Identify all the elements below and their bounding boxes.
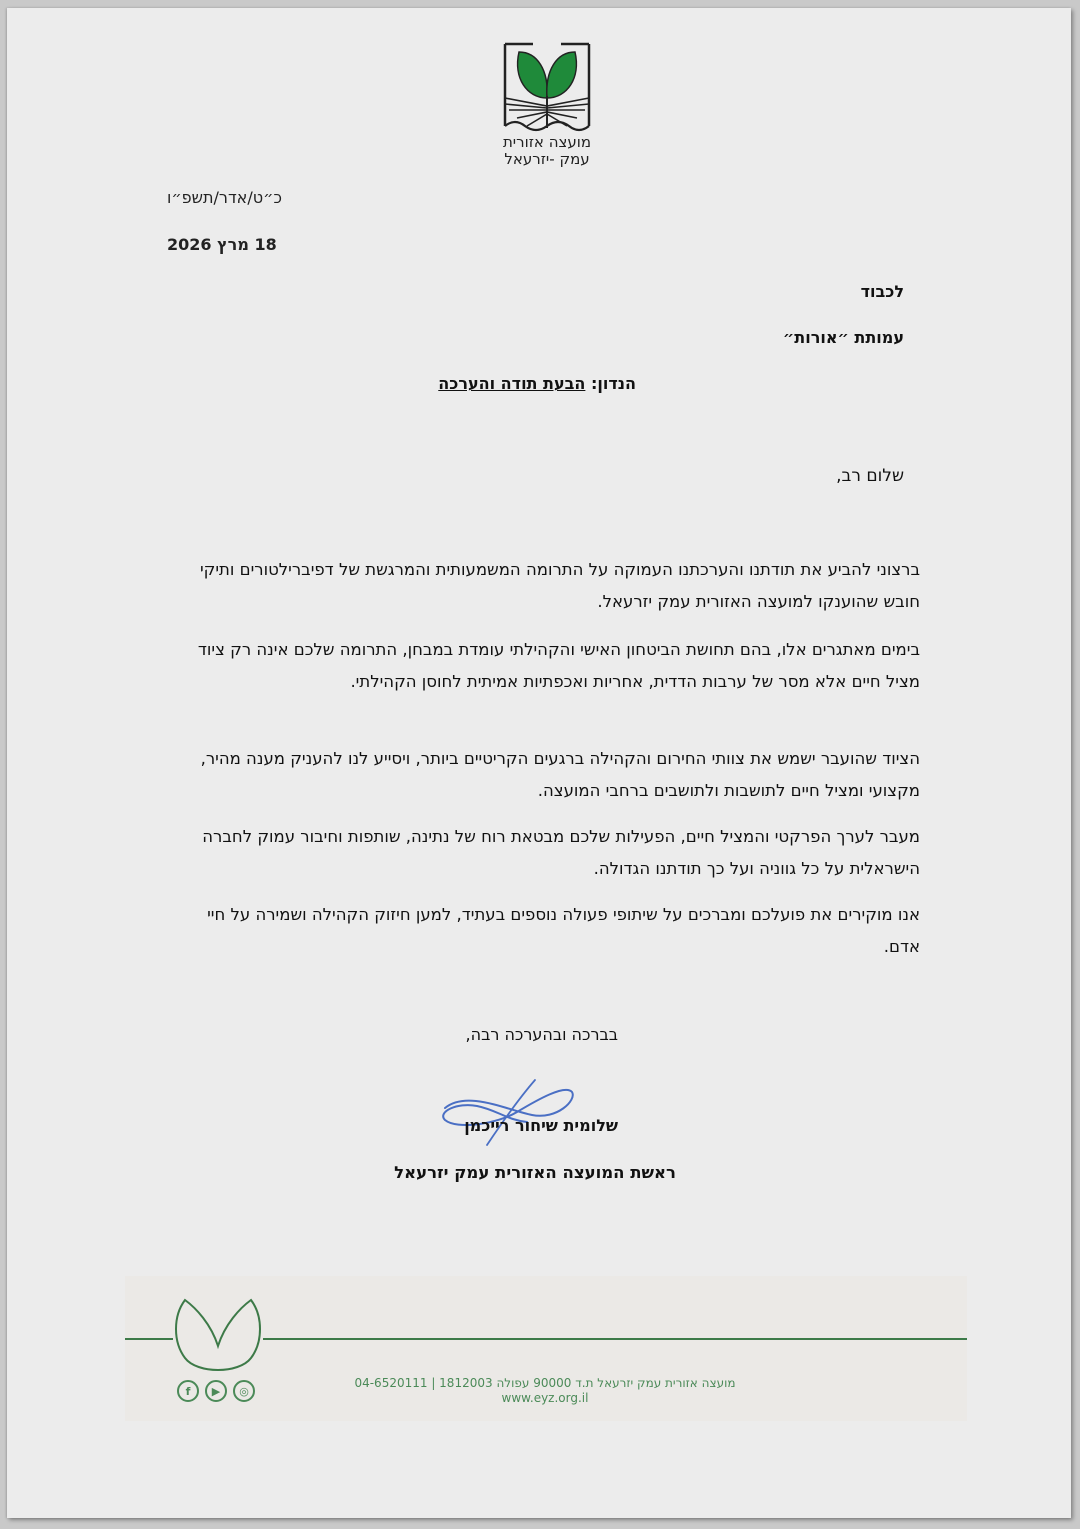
gregorian-date: 18 מרץ 2026 — [167, 235, 277, 254]
body-paragraph: בימים מאתגרים אלו, בהם תחושת הביטחון האישי והקהילתי עומדת במבחן, התרומה שלכם אינה רק ציוד מציל חיים אלא מסר של ערבות הדדית, אחריות ואכפתיות אמיתית לחוסן הקהילתי. — [197, 640, 920, 691]
logo-text-line1: מועצה אזורית — [502, 133, 592, 151]
recipient-label: לכבוד — [860, 282, 904, 301]
body-paragraph: הציוד שהועבר ישמש את צוותי החירום והקהילה ברגעים הקריטיים ביותר, ויסייע לנו להעניק מענה מהיר, מקצועי ומציל חיים לתושבות ולתושבים ברחבי המועצה. — [200, 749, 920, 800]
subject-text: הבעת תודה והערכה — [438, 374, 586, 393]
subject-line — [438, 374, 636, 393]
body-paragraph: אנו מוקירים את פועלכם ומברכים על שיתופי פעולה נוספים בעתיד, למען חיזוק הקהילה ושמירה על חיי אדם. — [207, 905, 920, 956]
footer-address: מועצה אזורית עמק יזרעאל ת.ד 90000 עפולה 1812003 | 04-6520111 — [354, 1376, 736, 1390]
council-logo — [497, 38, 597, 173]
footer-website[interactable]: www.eyz.org.il — [501, 1391, 589, 1405]
closing-line: בברכה ובהערכה רבה, — [465, 1025, 618, 1044]
recipient-name: עמותת ״אורות״ — [782, 328, 904, 347]
handwritten-signature — [437, 1070, 587, 1160]
hebrew-date: כ״ט/אדר/תשפ״ו — [167, 188, 282, 207]
instagram-icon[interactable]: ◎ — [233, 1380, 255, 1402]
subject-label: הנדון: — [590, 374, 636, 393]
greeting: שלום רב, — [836, 466, 904, 486]
body-paragraph: מעבר לערך הפרקטי והמציל חיים, הפעילות שלכם מבטאת רוח של נתינה, שותפות וחיבור עמוק לחברה הישראלית על כל גווניה ועל כך תודתנו הגדולה. — [202, 827, 920, 878]
body-paragraph: ברצוני להביע את תודתנו והערכתנו העמוקה על התרומה המשמעותית והמרגשת של דפיברילטורים ותיקי חובש שהוענקו למועצה האזורית עמק יזרעאל. — [199, 560, 920, 611]
youtube-icon[interactable]: ▶ — [205, 1380, 227, 1402]
signer-title: ראשת המועצה האזורית עמק יזרעאל — [394, 1163, 676, 1182]
logo-text-line2: עמק -יזרעאל — [504, 150, 590, 168]
facebook-icon[interactable]: f — [177, 1380, 199, 1402]
signer-name: שלומית שיחור רייכמן — [464, 1116, 618, 1135]
leaf-outline-icon — [171, 1294, 265, 1382]
footer-contact — [345, 1376, 745, 1406]
letter-footer — [125, 1276, 967, 1421]
logo-emblem-icon — [497, 38, 597, 138]
letter-page — [7, 8, 1071, 1518]
